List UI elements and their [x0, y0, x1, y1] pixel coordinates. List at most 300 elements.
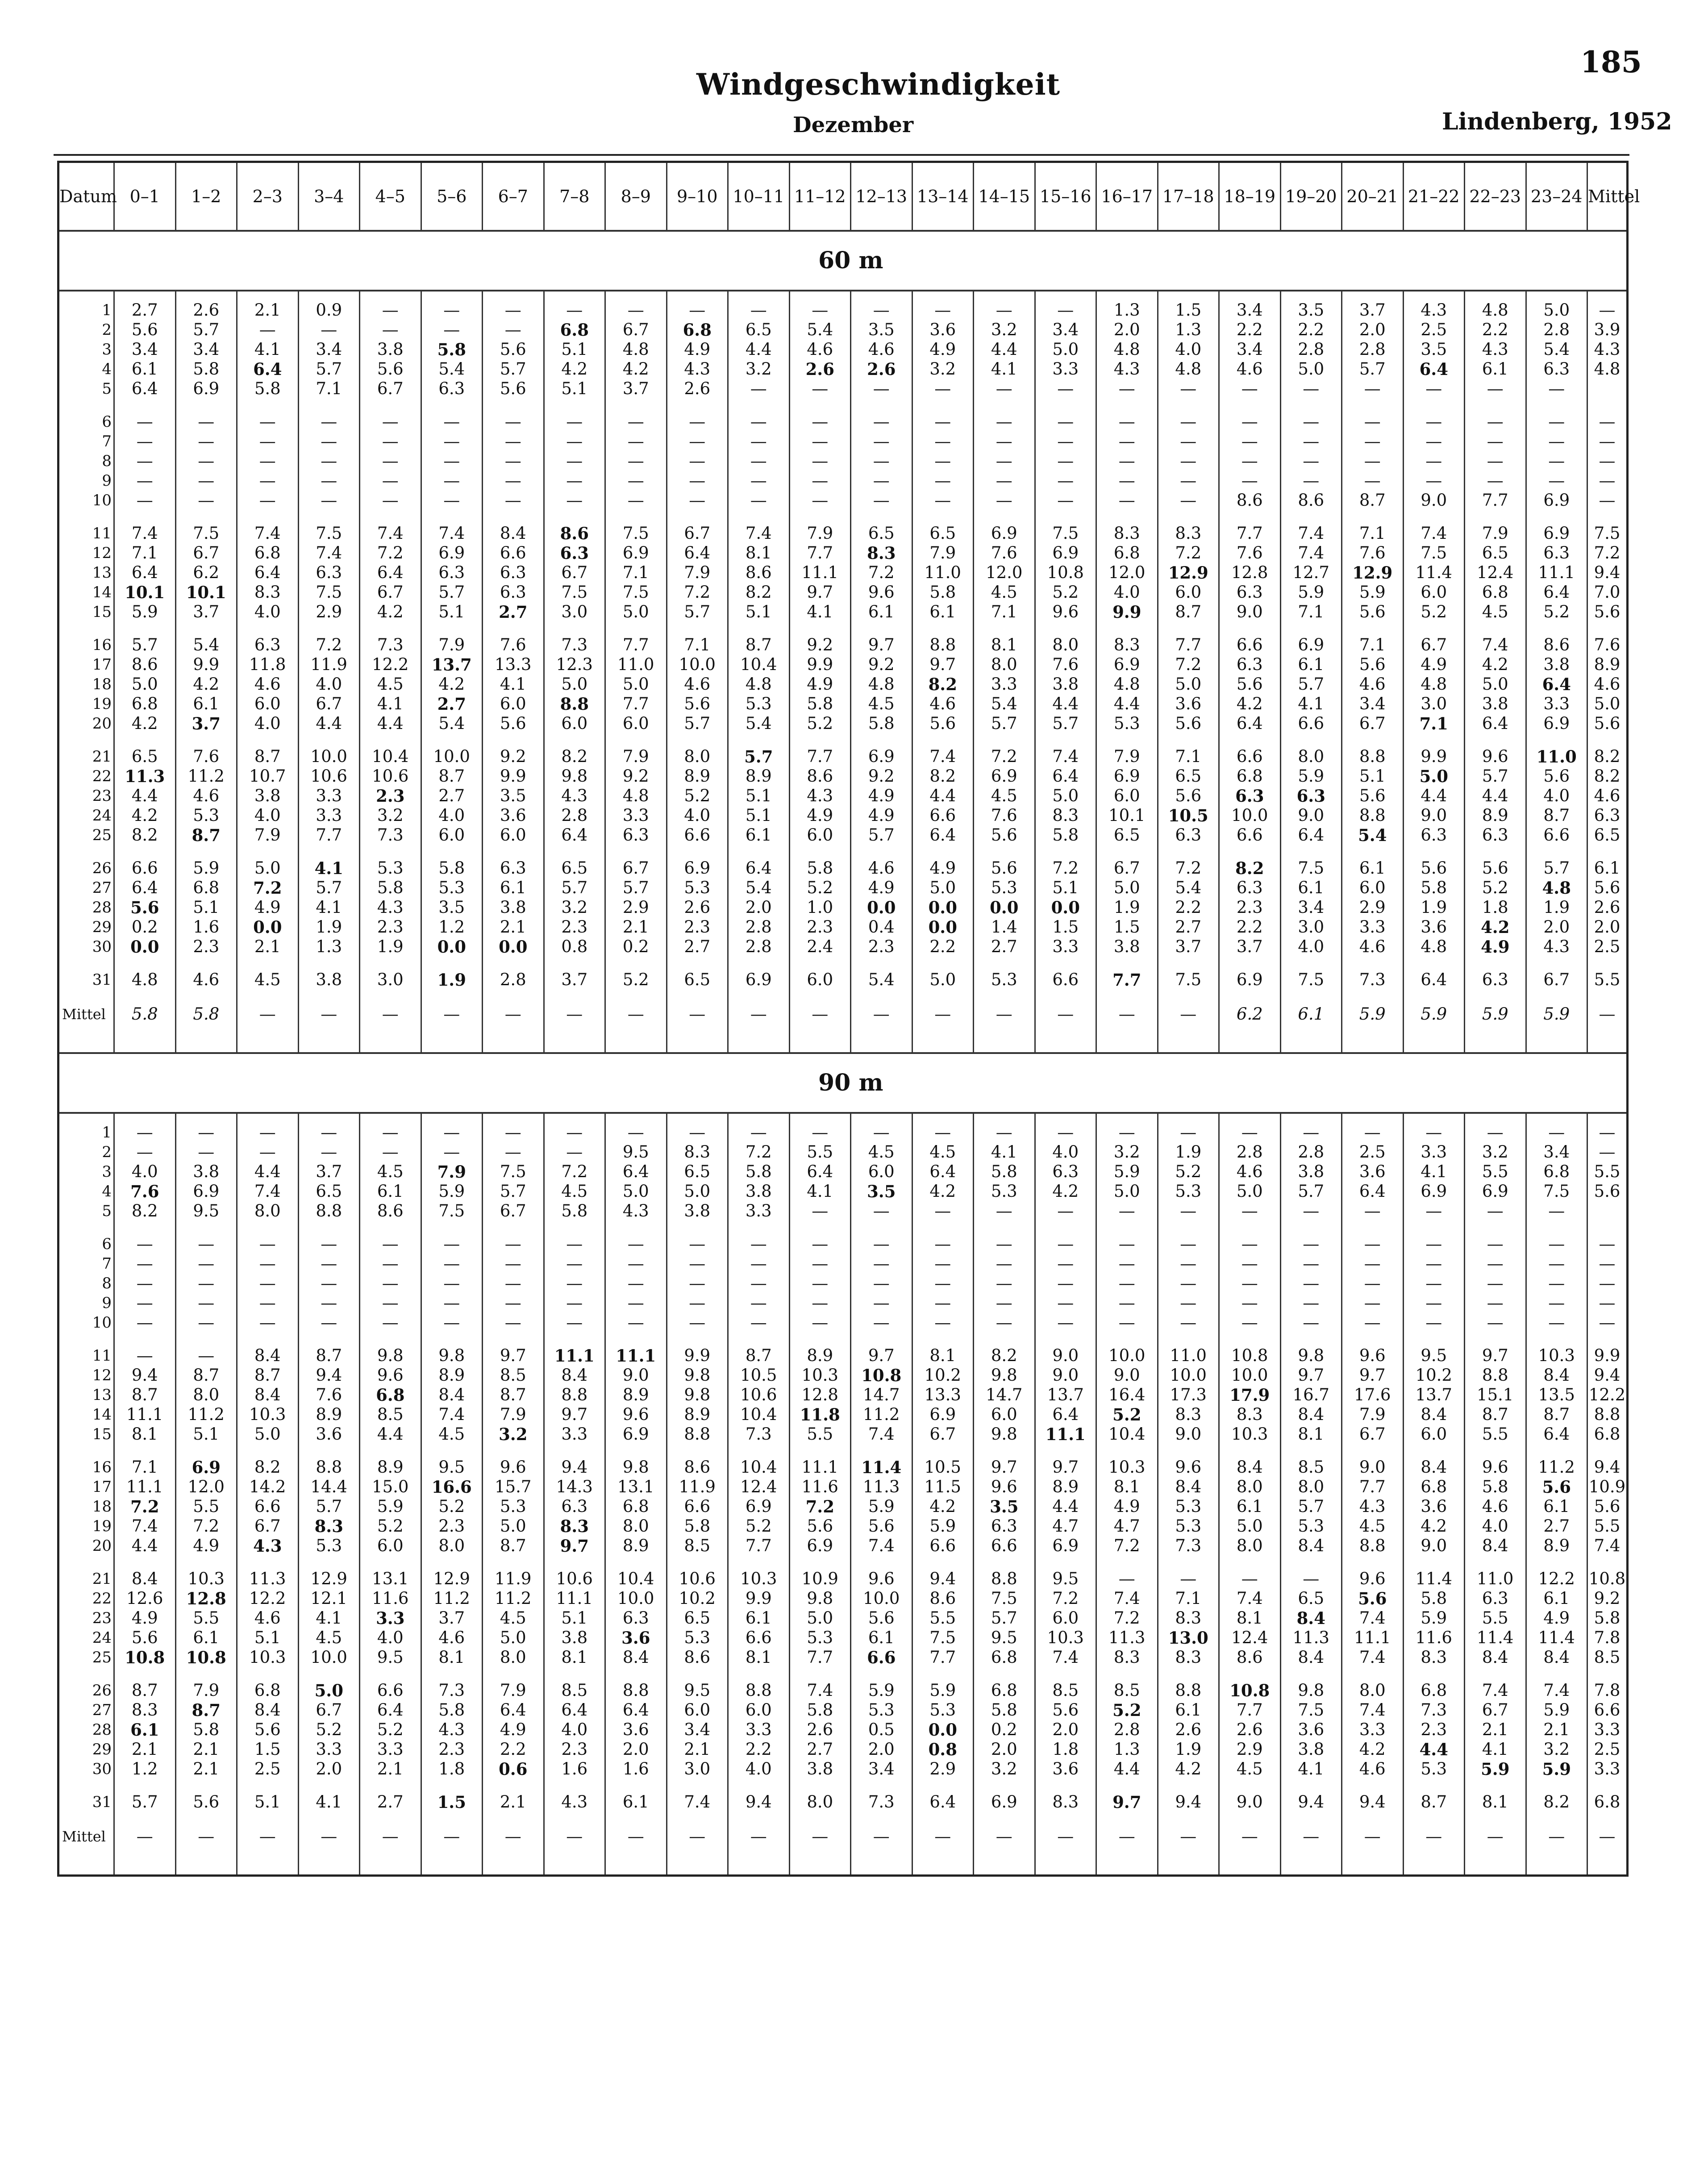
- spacer-cell: [667, 1444, 728, 1458]
- value-cell: 9.9: [175, 655, 237, 675]
- value-cell: 3.8: [298, 970, 360, 990]
- value-cell: 4.6: [237, 1608, 299, 1628]
- value-cell: 7.5: [1280, 858, 1342, 878]
- value-cell: 5.0: [912, 970, 974, 990]
- spacer-cell: [58, 291, 114, 300]
- value-cell: 1.9: [298, 917, 360, 937]
- value-cell: —: [912, 471, 974, 491]
- spacer-cell: [1342, 957, 1404, 970]
- value-cell: 6.5: [1280, 1589, 1342, 1608]
- value-cell: 3.4: [851, 1759, 912, 1779]
- table-row: [58, 543, 1628, 563]
- value-cell: 5.0: [1035, 786, 1096, 806]
- spacer-cell: [114, 622, 176, 635]
- value-cell: 5.3: [789, 1628, 851, 1648]
- value-cell: 6.9: [667, 858, 728, 878]
- spacer-cell: [483, 1556, 544, 1569]
- value-cell: 7.4: [1403, 524, 1465, 543]
- spacer-cell: [1587, 1779, 1628, 1792]
- mean-value-cell: 5.9: [1403, 1003, 1465, 1025]
- date-cell: 20: [58, 714, 114, 733]
- value-cell: 4.8: [1403, 937, 1465, 957]
- value-cell: 8.2: [544, 747, 605, 766]
- spacer-cell: [360, 1444, 421, 1458]
- value-cell: 10.1: [114, 583, 176, 602]
- date-cell: 16: [58, 1458, 114, 1477]
- value-cell: 2.8: [1280, 340, 1342, 359]
- value-cell: 3.0: [544, 602, 605, 622]
- table-row: [58, 917, 1628, 937]
- value-cell: 5.4: [728, 714, 790, 733]
- mean-cell: 9.4: [1587, 1366, 1628, 1385]
- value-cell: 2.3: [1219, 898, 1281, 917]
- value-cell: 8.3: [1158, 1648, 1219, 1667]
- value-cell: 2.2: [1219, 917, 1281, 937]
- value-cell: 7.9: [667, 563, 728, 583]
- mean-value-cell: —: [1342, 1825, 1404, 1848]
- header-hour: 2–3: [237, 162, 299, 231]
- value-cell: —: [1342, 1313, 1404, 1333]
- value-cell: 7.6: [1219, 543, 1281, 563]
- value-cell: 8.7: [421, 766, 483, 786]
- value-cell: —: [851, 1254, 912, 1274]
- value-cell: 8.9: [1035, 1477, 1096, 1497]
- value-cell: 6.8: [114, 694, 176, 714]
- value-cell: 6.7: [1465, 1700, 1526, 1720]
- value-cell: —: [851, 1293, 912, 1313]
- value-cell: —: [483, 300, 544, 320]
- value-cell: 9.9: [1096, 602, 1158, 622]
- table-row: [58, 1458, 1628, 1477]
- value-cell: 4.2: [1342, 1740, 1404, 1759]
- mean-value-cell: —: [1158, 1825, 1219, 1848]
- value-cell: —: [1465, 379, 1526, 399]
- value-cell: —: [974, 451, 1035, 471]
- value-cell: 4.5: [1342, 1516, 1404, 1536]
- value-cell: 9.8: [1280, 1681, 1342, 1700]
- value-cell: —: [1219, 432, 1281, 451]
- section-row: [58, 231, 1628, 291]
- spacer-cell: [1219, 733, 1281, 747]
- value-cell: —: [789, 451, 851, 471]
- value-cell: 6.0: [1035, 1608, 1096, 1628]
- value-cell: 5.8: [360, 878, 421, 898]
- value-cell: —: [1465, 471, 1526, 491]
- value-cell: —: [1035, 1254, 1096, 1274]
- value-cell: 4.0: [1035, 1142, 1096, 1162]
- table-row: [58, 1700, 1628, 1720]
- value-cell: 9.0: [1219, 602, 1281, 622]
- value-cell: 5.6: [1342, 786, 1404, 806]
- value-cell: 5.3: [667, 878, 728, 898]
- value-cell: 8.1: [728, 1648, 790, 1667]
- value-cell: 7.5: [974, 1589, 1035, 1608]
- value-cell: 6.9: [1526, 714, 1587, 733]
- value-cell: 6.4: [1403, 970, 1465, 990]
- value-cell: —: [1342, 432, 1404, 451]
- value-cell: —: [1219, 1293, 1281, 1313]
- spacer-cell: [1465, 399, 1526, 412]
- spacer-cell: [974, 845, 1035, 858]
- value-cell: 9.2: [605, 766, 667, 786]
- value-cell: 2.3: [789, 917, 851, 937]
- value-cell: —: [421, 432, 483, 451]
- table-row: [58, 1405, 1628, 1424]
- mean-value-cell: —: [360, 1825, 421, 1848]
- spacer-cell: [1342, 1221, 1404, 1234]
- value-cell: 4.4: [1465, 786, 1526, 806]
- value-cell: 3.4: [1219, 300, 1281, 320]
- value-cell: 6.5: [667, 1162, 728, 1182]
- value-cell: 4.3: [605, 1201, 667, 1221]
- value-cell: —: [360, 412, 421, 432]
- value-cell: 8.4: [1403, 1458, 1465, 1477]
- spacer-cell: [483, 399, 544, 412]
- value-cell: 3.2: [483, 1424, 544, 1444]
- value-cell: 5.8: [1403, 1589, 1465, 1608]
- value-cell: 3.8: [360, 340, 421, 359]
- value-cell: 9.2: [483, 747, 544, 766]
- spacer-cell: [298, 399, 360, 412]
- month-label: Dezember: [793, 112, 914, 137]
- value-cell: 7.1: [667, 635, 728, 655]
- value-cell: —: [728, 1313, 790, 1333]
- value-cell: 7.7: [789, 747, 851, 766]
- value-cell: —: [175, 1123, 237, 1142]
- spacer-row: [58, 1333, 1628, 1346]
- spacer-cell: [58, 733, 114, 747]
- spacer-cell: [789, 1333, 851, 1346]
- value-cell: 6.9: [728, 970, 790, 990]
- header-date: Datum: [58, 162, 114, 231]
- value-cell: 6.2: [175, 563, 237, 583]
- value-cell: 5.9: [1526, 1700, 1587, 1720]
- value-cell: 8.1: [1219, 1608, 1281, 1628]
- spacer-cell: [851, 1025, 912, 1053]
- value-cell: —: [298, 1123, 360, 1142]
- value-cell: —: [1342, 471, 1404, 491]
- value-cell: —: [728, 412, 790, 432]
- value-cell: 9.4: [114, 1366, 176, 1385]
- spacer-cell: [1158, 1667, 1219, 1681]
- value-cell: 4.8: [114, 970, 176, 990]
- mean-cell: 8.8: [1587, 1405, 1628, 1424]
- value-cell: —: [789, 471, 851, 491]
- value-cell: 6.3: [1280, 786, 1342, 806]
- value-cell: 7.2: [1035, 1589, 1096, 1608]
- value-cell: 5.8: [421, 1700, 483, 1720]
- spacer-cell: [1526, 622, 1587, 635]
- spacer-cell: [1035, 1025, 1096, 1053]
- spacer-cell: [58, 1779, 114, 1792]
- table-row: [58, 1759, 1628, 1779]
- value-cell: 8.2: [912, 675, 974, 694]
- spacer-cell: [1403, 990, 1465, 1003]
- value-cell: —: [1035, 300, 1096, 320]
- value-cell: 2.8: [1219, 1142, 1281, 1162]
- spacer-cell: [1096, 845, 1158, 858]
- spacer-cell: [1526, 1812, 1587, 1825]
- value-cell: 3.3: [1035, 359, 1096, 379]
- value-cell: 7.5: [421, 1201, 483, 1221]
- value-cell: —: [912, 491, 974, 510]
- value-cell: 6.5: [912, 524, 974, 543]
- value-cell: —: [421, 1123, 483, 1142]
- value-cell: 7.5: [1403, 543, 1465, 563]
- spacer-cell: [421, 1113, 483, 1123]
- value-cell: 7.3: [851, 1792, 912, 1812]
- value-cell: 2.3: [421, 1740, 483, 1759]
- value-cell: —: [483, 432, 544, 451]
- value-cell: 1.8: [1465, 898, 1526, 917]
- date-cell: 21: [58, 747, 114, 766]
- value-cell: 9.0: [1096, 1366, 1158, 1385]
- spacer-cell: [114, 1556, 176, 1569]
- value-cell: 3.8: [1280, 1162, 1342, 1182]
- value-cell: 4.8: [728, 675, 790, 694]
- date-cell: 2: [58, 320, 114, 340]
- value-cell: —: [1096, 412, 1158, 432]
- value-cell: —: [421, 1293, 483, 1313]
- value-cell: 6.0: [1403, 1424, 1465, 1444]
- value-cell: 10.4: [728, 1405, 790, 1424]
- value-cell: 6.6: [728, 1628, 790, 1648]
- value-cell: 5.1: [175, 898, 237, 917]
- spacer-cell: [851, 1848, 912, 1876]
- value-cell: 2.0: [1035, 1720, 1096, 1740]
- value-cell: —: [1219, 1569, 1281, 1589]
- spacer-cell: [1158, 1779, 1219, 1792]
- page-number: 185: [1580, 45, 1642, 79]
- spacer-cell: [789, 399, 851, 412]
- value-cell: 6.3: [1526, 543, 1587, 563]
- value-cell: 6.4: [483, 1700, 544, 1720]
- value-cell: 8.7: [237, 747, 299, 766]
- spacer-cell: [1280, 291, 1342, 300]
- spacer-cell: [1342, 733, 1404, 747]
- value-cell: 3.3: [1526, 694, 1587, 714]
- value-cell: 7.9: [1465, 524, 1526, 543]
- mean-value-cell: —: [237, 1825, 299, 1848]
- spacer-cell: [298, 291, 360, 300]
- value-cell: 5.6: [1035, 1700, 1096, 1720]
- value-cell: 12.8: [789, 1385, 851, 1405]
- date-cell: 31: [58, 1792, 114, 1812]
- spacer-cell: [1403, 733, 1465, 747]
- value-cell: 9.6: [1158, 1458, 1219, 1477]
- spacer-cell: [360, 291, 421, 300]
- value-cell: 2.0: [974, 1740, 1035, 1759]
- spacer-cell: [58, 622, 114, 635]
- value-cell: 4.0: [1096, 583, 1158, 602]
- value-cell: 8.4: [1526, 1648, 1587, 1667]
- value-cell: 5.1: [544, 379, 605, 399]
- value-cell: 4.3: [1342, 1497, 1404, 1516]
- value-cell: 4.2: [1035, 1182, 1096, 1201]
- value-cell: 16.4: [1096, 1385, 1158, 1405]
- value-cell: 7.4: [114, 524, 176, 543]
- value-cell: 5.2: [1465, 878, 1526, 898]
- value-cell: 7.4: [1035, 747, 1096, 766]
- spacer-cell: [1587, 1333, 1628, 1346]
- value-cell: —: [1465, 412, 1526, 432]
- value-cell: 7.7: [298, 825, 360, 845]
- spacer-cell: [237, 1779, 299, 1792]
- value-cell: 1.9: [1096, 898, 1158, 917]
- table-row: [58, 432, 1628, 451]
- spacer-cell: [1035, 1556, 1096, 1569]
- value-cell: —: [851, 1274, 912, 1293]
- value-cell: 12.0: [1096, 563, 1158, 583]
- value-cell: 0.8: [912, 1740, 974, 1759]
- value-cell: —: [175, 1234, 237, 1254]
- value-cell: 7.6: [114, 1182, 176, 1201]
- value-cell: 3.5: [851, 320, 912, 340]
- value-cell: —: [1219, 451, 1281, 471]
- value-cell: 8.0: [789, 1792, 851, 1812]
- value-cell: 4.4: [1035, 694, 1096, 714]
- spacer-cell: [114, 510, 176, 524]
- value-cell: 8.1: [114, 1424, 176, 1444]
- spacer-cell: [851, 1667, 912, 1681]
- value-cell: 3.4: [1342, 694, 1404, 714]
- mean-cell: —: [1587, 1274, 1628, 1293]
- value-cell: —: [237, 491, 299, 510]
- value-cell: 7.1: [298, 379, 360, 399]
- header-hour: 19–20: [1280, 162, 1342, 231]
- value-cell: —: [421, 1313, 483, 1333]
- value-cell: —: [1219, 1201, 1281, 1221]
- value-cell: 2.2: [728, 1740, 790, 1759]
- value-cell: 3.3: [298, 1740, 360, 1759]
- value-cell: —: [237, 1142, 299, 1162]
- value-cell: 3.8: [483, 898, 544, 917]
- spacer-cell: [360, 1221, 421, 1234]
- value-cell: 5.7: [667, 714, 728, 733]
- spacer-cell: [1158, 1812, 1219, 1825]
- spacer-cell: [298, 1333, 360, 1346]
- value-cell: 5.8: [789, 858, 851, 878]
- value-cell: 4.4: [974, 340, 1035, 359]
- value-cell: —: [1096, 1123, 1158, 1142]
- mean-value-cell: —: [728, 1825, 790, 1848]
- value-cell: —: [421, 320, 483, 340]
- value-cell: 7.4: [851, 1536, 912, 1556]
- spacer-cell: [1403, 1444, 1465, 1458]
- value-cell: 7.6: [974, 806, 1035, 825]
- value-cell: 5.7: [298, 359, 360, 379]
- value-cell: 9.4: [298, 1366, 360, 1385]
- value-cell: 7.7: [1219, 1700, 1281, 1720]
- spacer-row: [58, 1444, 1628, 1458]
- spacer-cell: [1219, 1113, 1281, 1123]
- spacer-cell: [974, 510, 1035, 524]
- value-cell: 7.4: [851, 1424, 912, 1444]
- value-cell: 4.6: [667, 675, 728, 694]
- spacer-cell: [851, 1556, 912, 1569]
- spacer-cell: [605, 1025, 667, 1053]
- spacer-cell: [483, 957, 544, 970]
- value-cell: 6.4: [1526, 1424, 1587, 1444]
- value-cell: —: [1342, 412, 1404, 432]
- header-hour: 0–1: [114, 162, 176, 231]
- value-cell: 6.6: [912, 806, 974, 825]
- value-cell: 3.3: [605, 806, 667, 825]
- value-cell: 6.3: [1526, 359, 1587, 379]
- value-cell: 4.6: [851, 340, 912, 359]
- mean-cell: —: [1587, 1293, 1628, 1313]
- value-cell: 9.6: [483, 1458, 544, 1477]
- value-cell: 6.6: [1280, 714, 1342, 733]
- spacer-cell: [1219, 1848, 1281, 1876]
- spacer-cell: [728, 291, 790, 300]
- value-cell: 10.0: [1219, 1366, 1281, 1385]
- value-cell: 5.6: [237, 1720, 299, 1740]
- value-cell: —: [1158, 471, 1219, 491]
- spacer-cell: [544, 291, 605, 300]
- spacer-cell: [1096, 1667, 1158, 1681]
- value-cell: —: [114, 1123, 176, 1142]
- value-cell: —: [237, 320, 299, 340]
- value-cell: —: [1403, 379, 1465, 399]
- value-cell: 3.7: [298, 1162, 360, 1182]
- value-cell: 3.7: [605, 379, 667, 399]
- spacer-cell: [298, 1848, 360, 1876]
- value-cell: 4.6: [851, 858, 912, 878]
- value-cell: 14.3: [544, 1477, 605, 1497]
- wind-speed-table: [57, 161, 1640, 1877]
- value-cell: 5.4: [851, 970, 912, 990]
- value-cell: 4.0: [1158, 340, 1219, 359]
- value-cell: 6.7: [237, 1516, 299, 1536]
- value-cell: 5.3: [1158, 1182, 1219, 1201]
- table-row: [58, 1497, 1628, 1516]
- mean-value-cell: —: [544, 1825, 605, 1848]
- value-cell: 0.0: [912, 1720, 974, 1740]
- spacer-cell: [912, 990, 974, 1003]
- value-cell: 4.2: [605, 359, 667, 379]
- mean-cell: 3.9: [1587, 320, 1628, 340]
- value-cell: 7.4: [421, 1405, 483, 1424]
- value-cell: 2.7: [1158, 917, 1219, 937]
- value-cell: —: [1035, 1123, 1096, 1142]
- spacer-cell: [1403, 1556, 1465, 1569]
- value-cell: 2.0: [1342, 320, 1404, 340]
- value-cell: 3.4: [175, 340, 237, 359]
- value-cell: 6.4: [667, 543, 728, 563]
- spacer-cell: [421, 1444, 483, 1458]
- value-cell: —: [912, 432, 974, 451]
- value-cell: 8.6: [667, 1458, 728, 1477]
- value-cell: 4.2: [175, 675, 237, 694]
- value-cell: 7.4: [1342, 1648, 1404, 1667]
- value-cell: 4.9: [912, 340, 974, 359]
- value-cell: 14.2: [237, 1477, 299, 1497]
- spacer-cell: [114, 957, 176, 970]
- spacer-cell: [974, 1812, 1035, 1825]
- value-cell: 15.0: [360, 1477, 421, 1497]
- value-cell: 2.3: [360, 917, 421, 937]
- spacer-cell: [974, 990, 1035, 1003]
- spacer-row: [58, 990, 1628, 1003]
- value-cell: 10.3: [1526, 1346, 1587, 1366]
- value-cell: 7.5: [544, 583, 605, 602]
- spacer-cell: [237, 622, 299, 635]
- value-cell: 11.6: [789, 1477, 851, 1497]
- date-cell: 13: [58, 1385, 114, 1405]
- value-cell: 3.8: [1096, 937, 1158, 957]
- mean-cell: 9.2: [1587, 1589, 1628, 1608]
